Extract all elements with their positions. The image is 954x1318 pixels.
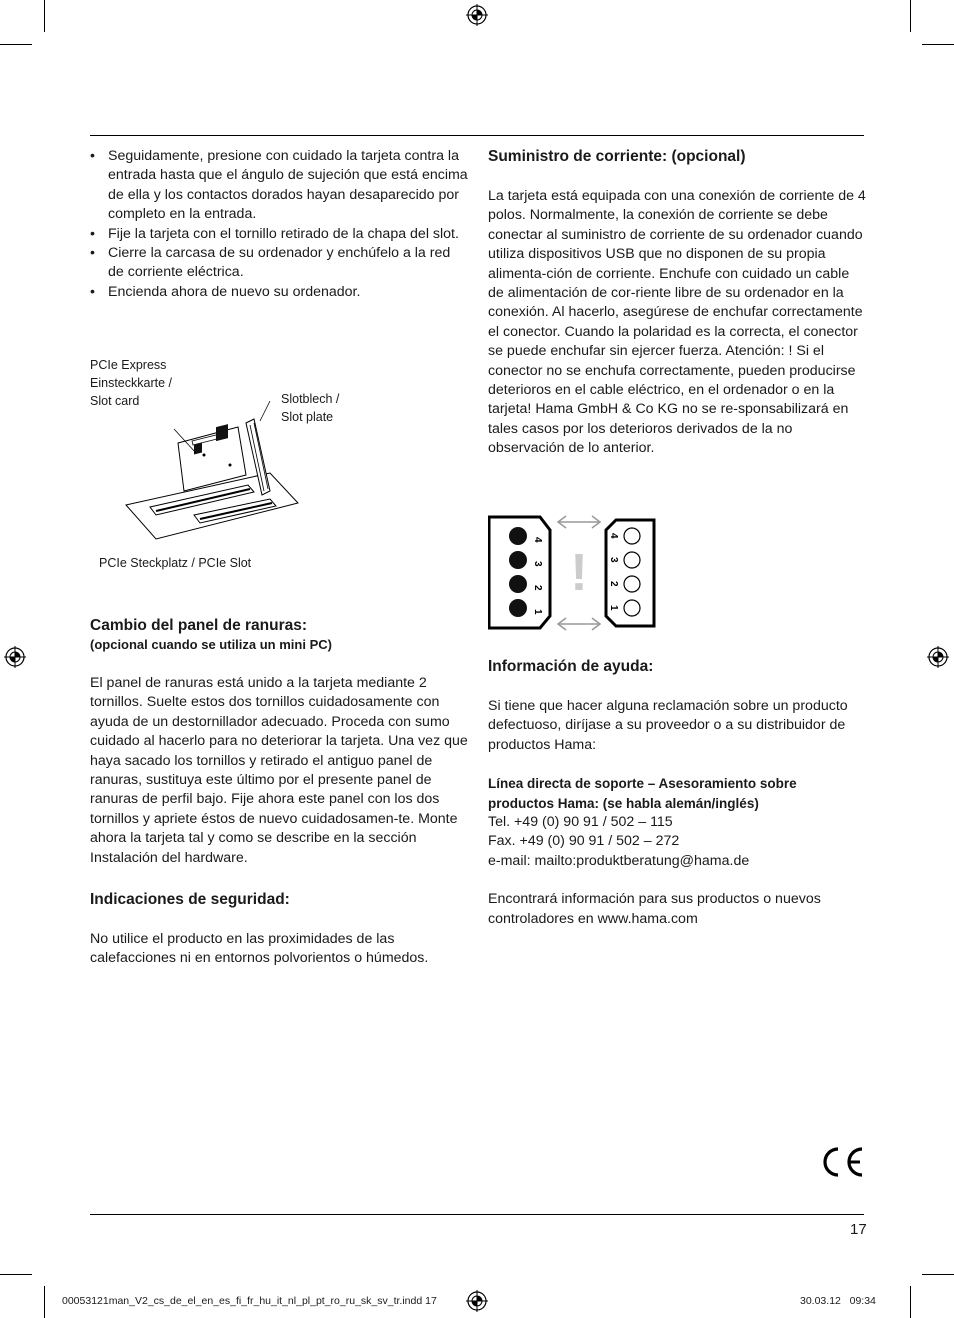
page-number: 17 [850,1221,867,1238]
power-connector-illustration [488,512,660,634]
pin-label: 1 [608,605,619,611]
pin-label: 3 [532,561,543,567]
crop-mark [910,1286,911,1318]
crop-mark [44,1286,45,1318]
figure-label-slot: PCIe Steckplatz / PCIe Slot [99,556,252,570]
slot-panel-section [90,616,468,868]
registration-mark-icon [927,646,949,668]
help-section [488,657,866,929]
list-item: • Encienda ahora de nuevo su ordenador. [90,283,468,302]
figure-label-card: PCIe Express Einsteckkarte / Slot card [90,358,172,408]
phone-number: Tel. +49 (0) 90 91 / 502 – 115 [488,814,673,831]
crop-mark [922,44,954,45]
crop-mark [0,44,32,45]
list-item: • Seguidamente, presione con cuidado la tarjeta contra la entrada hasta que el ángulo de sujeción que está encima de ella y los contactos dorados hayan desaparecido por completo en la entrada. [90,147,468,225]
hotline-heading: Línea directa de soporte – Asesoramiento sobre [488,776,797,792]
section-body: No utilice el producto en las proximidades de las calefacciones ni en entornos polvorientos o húmedos. [90,931,429,967]
list-item: • Cierre la carcasa de su ordenador y enchúfelo a la red de corriente eléctrica. [90,244,468,283]
ce-mark-icon [820,1145,866,1179]
left-column [90,147,468,302]
fax-number: Fax. +49 (0) 90 91 / 502 – 272 [488,833,680,850]
hotline-subheading: productos Hama: (se habla alemán/inglés) [488,795,759,811]
crop-mark [0,1274,32,1275]
section-heading: Información de ayuda: [488,658,654,675]
footer-rule [90,1214,864,1215]
section-heading: Cambio del panel de ranuras: [90,617,308,634]
section-heading: Indicaciones de seguridad: [90,891,290,908]
section-body: El panel de ranuras está unido a la tarjeta mediante 2 tornillos. Suelte estos dos tornillos cuidadosamente con ayuda de un destornillador adecuado. Proceda con sumo cuidado al hacerlo para no deteriorar la tarjeta. Una vez que haya sacado los tornillos y retirado el antiguo panel de ranuras, sustituya este último por el presente panel de ranuras de perfil bajo. Fije ahora este panel con los dos tornillos y apriete éstos de nuevo cuidadosamen-te. Monte ahora la tarjeta tal y como se describe en la sección Instalación del hardware. [90,675,468,866]
crop-mark [44,0,45,32]
figure-label-plate: Slotblech / Slot plate [281,392,340,424]
section-subheading: (opcional cuando se utiliza un mini PC) [90,637,332,652]
crop-mark [910,0,911,32]
registration-mark-icon [4,646,26,668]
pcie-card-illustration [120,395,300,545]
pin-label: 4 [608,533,619,539]
pin-label: 2 [608,581,619,587]
pin-label: 3 [608,557,619,563]
list-item: • Fije la tarjeta con el tornillo retirado de la chapa del slot. [90,225,468,244]
section-heading: Suministro de corriente: (opcional) [488,148,746,165]
registration-mark-icon [466,4,488,26]
more-info: Encontrará información para sus productos o nuevos controladores en www.hama.com [488,891,821,927]
header-rule [90,135,864,136]
footer-filename: 00053121man_V2_cs_de_el_en_es_fi_fr_hu_it_nl_pl_pt_ro_ru_sk_sv_tr.indd 17 [62,1295,437,1307]
power-section [488,147,866,459]
pin-label: 1 [532,609,543,615]
instruction-list [90,147,468,302]
email-link[interactable]: e-mail: mailto:produktberatung@hama.de [488,852,750,869]
section-body: La tarjeta está equipada con una conexión de corriente de 4 polos. Normalmente, la conexión de corriente se debe conectar al suministro de corriente de su ordenador cuando utiliza dispositivos USB que no disponen de su propia alimenta-ción de corriente. Enchufe con cuidado un cable de alimentación de cor-riente libre de su ordenador en la conexión. Al hacerlo, asegúrese de enchufar correctamente el conector. Cuando la polaridad es la correcta, el conector se puede enchufar sin ejercer fuerza. Atención: ! Si el conector no se enchufa correctamente, pueden producirse deterioros en el cable eléctrico, en el ordenador o en la tarjeta! Hama GmbH & Co KG no se re-sponsabilizará en tales casos por los deterioros derivados de la no observación de lo anterior. [488,188,866,457]
pin-label: 2 [532,585,543,591]
help-intro: Si tiene que hacer alguna reclamación sobre un producto defectuoso, diríjase a su proveedor o a su distribuidor de productos Hama: [488,698,848,753]
crop-mark [922,1274,954,1275]
footer-timestamp: 30.03.12 09:34 [800,1295,876,1307]
safety-section [90,890,468,969]
warning-symbol-icon: ! [570,544,588,602]
pin-label: 4 [532,537,543,543]
